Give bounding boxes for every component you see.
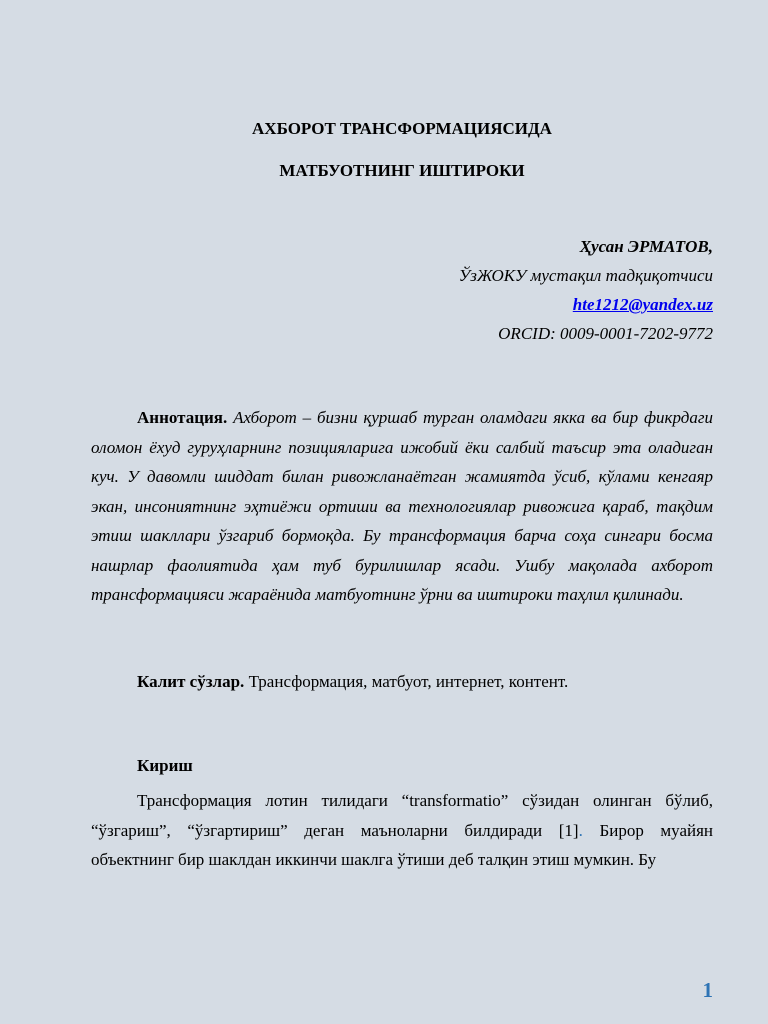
keywords-text: Трансформация, матбуот, интернет, контент. (248, 672, 569, 691)
abstract-label: Аннотация. (137, 408, 228, 427)
author-email-link[interactable]: hte1212@yandex.uz (572, 295, 713, 314)
title-line-1: АХБОРОТ ТРАНСФОРМАЦИЯСИДА (252, 119, 552, 138)
introduction-text-part1: Трансформация лотин тилидаги “transformatio” сўзидан олинган бўлиб, “ўзгариш”, “ўзгартириш” деган маъноларни билдиради [1] (91, 791, 713, 840)
title-line-2: МАТБУОТНИНГ ИШТИРОКИ (279, 161, 525, 180)
abstract-text: Ахборот – бизни қуршаб турган оламдаги якка ва бир фикрдаги оломон ёхуд гуруҳларнинг позицияларига ижобий ёки салбий таъсир эта оладиган куч. У давомли шиддат билан ривожланаётган жамиятда ўсиб, кўлами кенгаяр экан, инсониятнинг эҳтиёжи ортиши ва технологиялар ривожига қараб, тақдим этиш шакллари ўзгариб бормоқда. Бу трансформация барча соҳа сингари босма нашрлар фаолиятида ҳам туб бурилишлар ясади. Ушбу мақолада ахборот трансформацияси жараёнида матбуотнинг ўрни ва иштироки таҳлил қилинади. (91, 408, 714, 604)
introduction-text-part2: Бирор муайян объектнинг бир шаклдан иккинчи шаклга ўтиши деб талқин этиш мумкин. Бу (91, 820, 714, 869)
keywords-paragraph (91, 667, 713, 697)
keywords-label: Калит сўзлар. (137, 672, 245, 691)
introduction-heading: Кириш (137, 756, 193, 775)
abstract-paragraph (91, 403, 713, 610)
introduction-paragraph (91, 786, 713, 875)
page-number: 1 (702, 978, 713, 1002)
author-orcid: ORCID: 0009-0001-7202-9772 (498, 324, 713, 343)
author-name: Ҳусан ЭРМАТОВ, (579, 237, 713, 256)
author-affiliation: ЎзЖОКУ мустақил тадқиқотчиси (458, 266, 713, 285)
author-block (459, 232, 713, 348)
reference-dot: . (578, 820, 583, 840)
